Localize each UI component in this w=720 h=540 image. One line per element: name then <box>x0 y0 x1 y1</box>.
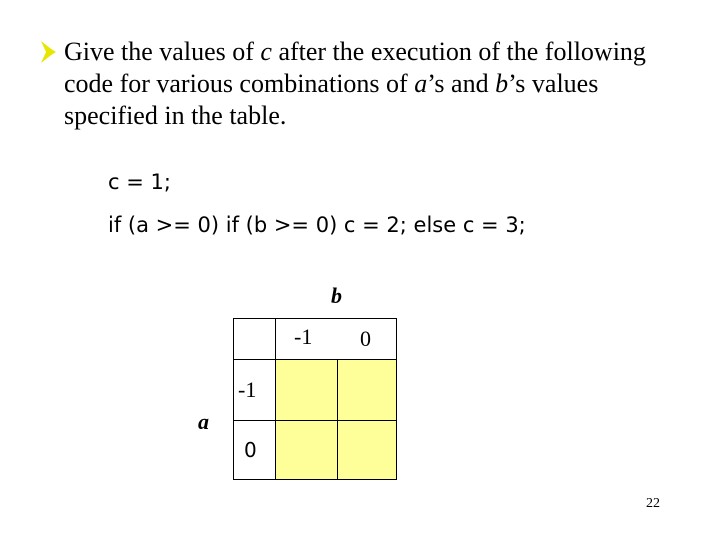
row-header: -1 <box>238 377 257 402</box>
answer-cell[interactable] <box>338 421 396 479</box>
question-text <box>64 36 684 132</box>
question-part: Give the values of <box>64 37 261 66</box>
column-variable-label: b <box>331 283 342 308</box>
variable-b: b <box>495 69 509 98</box>
grid-line <box>275 319 276 479</box>
question-part: after the execution of the following code for various combinations of <box>64 37 646 98</box>
variable-a: a <box>414 69 428 98</box>
code-line-2: if (a >= 0) if (b >= 0) c = 2; else c = 3; <box>108 213 526 237</box>
answer-cell[interactable] <box>276 421 337 479</box>
answer-cell[interactable] <box>338 360 396 420</box>
column-header: -1 <box>294 324 313 349</box>
page-number: 22 <box>646 496 660 511</box>
question-part: ’s and <box>427 69 496 98</box>
grid-line <box>234 359 396 360</box>
row-header: 0 <box>244 438 257 462</box>
answer-table <box>233 318 397 480</box>
question-part: ’s values specified in the table. <box>64 69 599 130</box>
grid-line <box>234 420 396 421</box>
answer-cell[interactable] <box>276 360 337 420</box>
column-header: 0 <box>360 326 371 351</box>
row-variable-label: a <box>198 409 209 434</box>
arrow-bullet-icon <box>39 37 61 67</box>
variable-c: c <box>260 37 272 66</box>
code-line-1: c = 1; <box>108 170 171 194</box>
